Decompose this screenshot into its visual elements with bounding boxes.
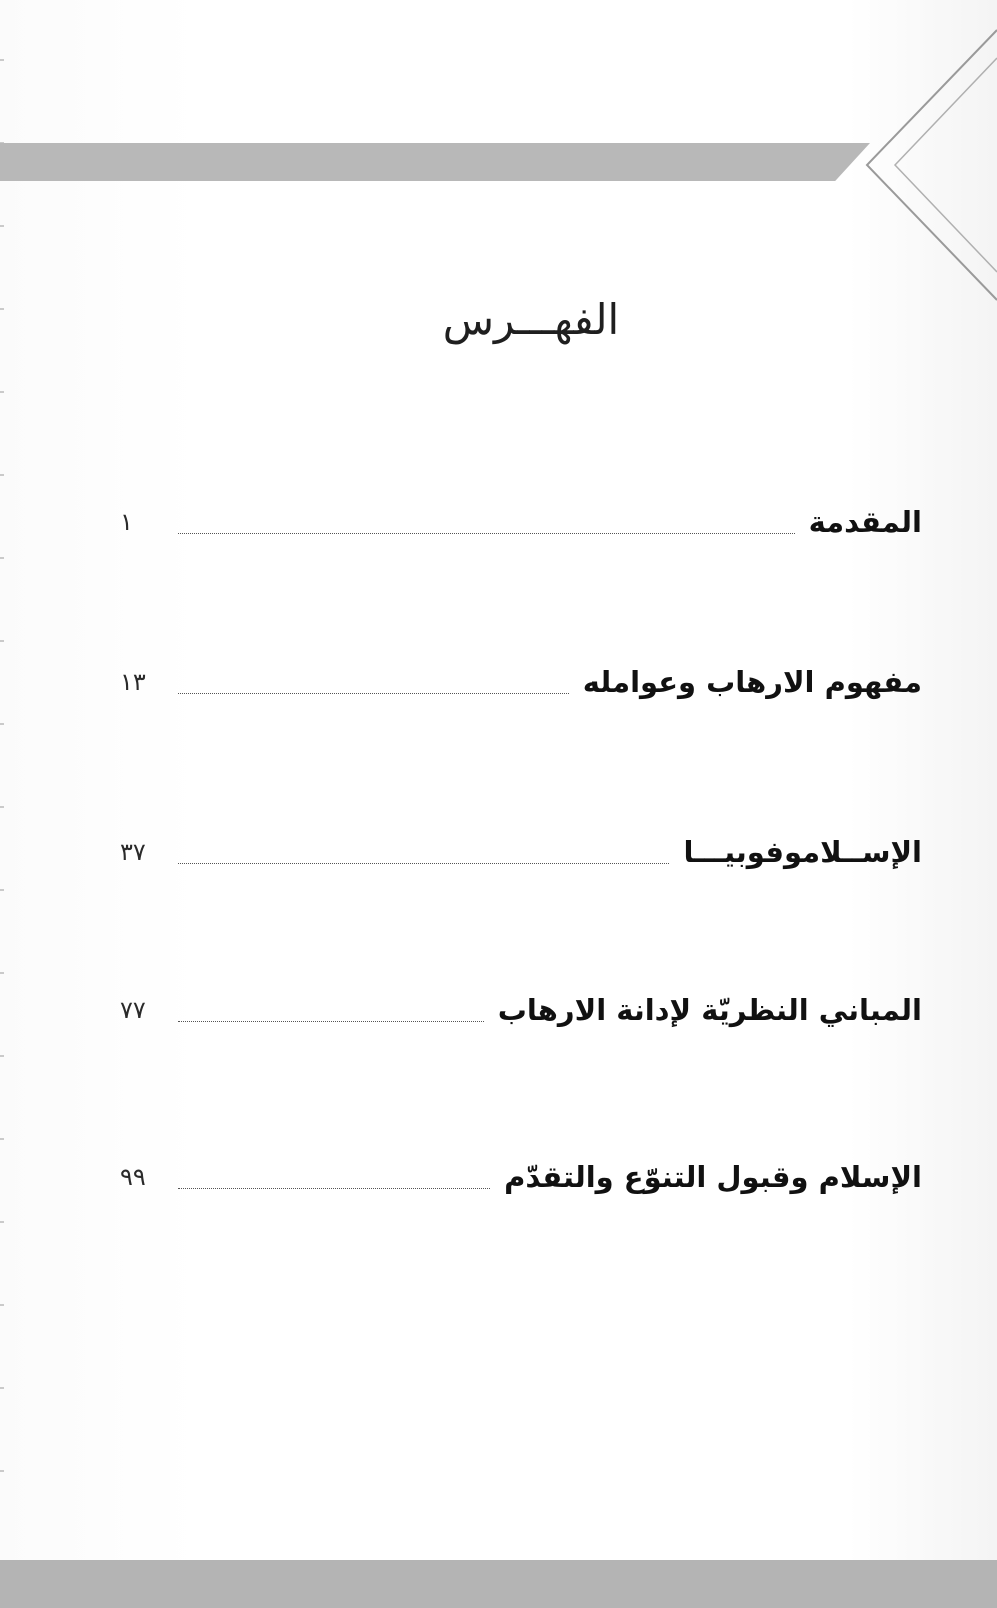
toc-entry-label: المقدمة xyxy=(808,505,922,539)
toc-entry[interactable] xyxy=(120,1155,922,1199)
toc-entry[interactable] xyxy=(120,988,922,1032)
dot-leader xyxy=(178,1021,484,1022)
toc-entry-label: المباني النظريّة لإدانة الارهاب xyxy=(497,993,922,1027)
toc-entry-page: ١٣ xyxy=(120,668,146,696)
footer-band xyxy=(0,1560,997,1608)
toc-entry-page: ٣٧ xyxy=(120,838,146,866)
toc-entry[interactable] xyxy=(120,660,922,704)
page-title: الفهـــرس xyxy=(442,295,620,344)
toc-entry-label: الإسلام وقبول التنوّع والتقدّم xyxy=(504,1160,922,1194)
dot-leader xyxy=(178,863,669,864)
toc-entry-page: ١ xyxy=(120,508,133,536)
dot-leader xyxy=(178,693,569,694)
dot-leader xyxy=(178,1188,490,1189)
toc-entry-label: الإســلاموفوبيـــا xyxy=(683,835,922,869)
dot-leader xyxy=(178,533,795,534)
toc-entry-page: ٩٩ xyxy=(120,1163,146,1191)
toc-entry-label: مفهوم الارهاب وعوامله xyxy=(582,665,922,699)
toc-entry[interactable] xyxy=(120,500,922,544)
toc-entry[interactable] xyxy=(120,830,922,874)
toc-entry-page: ٧٧ xyxy=(120,996,146,1024)
